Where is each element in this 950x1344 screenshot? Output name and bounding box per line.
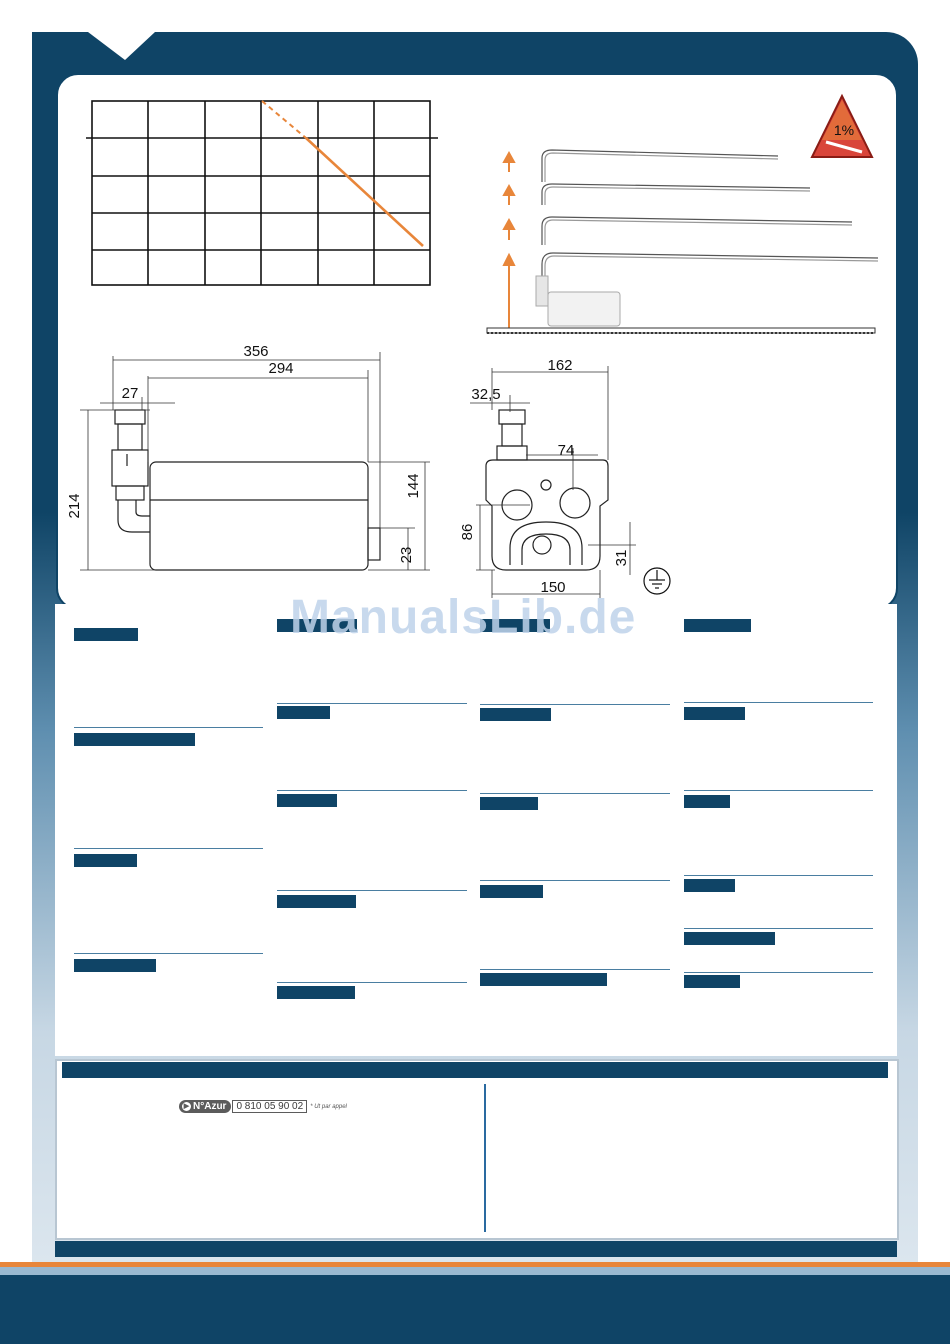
dim-356: 356	[243, 343, 269, 360]
section-tab	[684, 879, 735, 892]
dim-294: 294	[268, 360, 294, 377]
technical-drawings	[0, 0, 950, 610]
section-tab	[480, 797, 538, 810]
side-view-drawing	[112, 410, 380, 570]
azur-badge	[179, 1100, 231, 1113]
ground-symbol-icon	[644, 568, 670, 594]
section-separator	[480, 704, 670, 705]
section-separator	[480, 969, 670, 970]
section-separator	[74, 953, 263, 954]
dim-144: 144	[405, 473, 422, 499]
section-tab	[277, 706, 330, 719]
section-separator	[480, 880, 670, 881]
height-arrows	[504, 153, 514, 330]
section-tab	[74, 959, 156, 972]
section-separator	[684, 702, 873, 703]
section-tab	[74, 628, 138, 641]
contact-box	[55, 1059, 899, 1240]
section-tab	[684, 707, 745, 720]
pipe-illustration	[542, 150, 878, 290]
dim-27: 27	[121, 385, 139, 402]
slope-badge-label: 1%	[833, 122, 855, 138]
curve-dashed	[262, 101, 306, 138]
floor-line	[487, 328, 875, 333]
section-tab	[684, 932, 775, 945]
dim-74: 74	[557, 442, 575, 459]
section-tab	[74, 733, 195, 746]
dim-162: 162	[547, 357, 573, 374]
pump-unit-icon	[536, 276, 620, 326]
dim-150: 150	[540, 579, 566, 596]
phone-note: * Ut par appel	[310, 1103, 347, 1110]
section-tab	[74, 854, 137, 867]
azur-phone[interactable]	[179, 1100, 347, 1113]
section-separator	[74, 727, 263, 728]
section-separator	[684, 790, 873, 791]
section-separator	[277, 890, 467, 891]
play-icon: ▶	[183, 1103, 190, 1110]
section-separator	[277, 703, 467, 704]
section-separator	[684, 972, 873, 973]
section-separator	[277, 790, 467, 791]
footer-bar	[55, 1241, 897, 1257]
watermark: ManualsLib.de	[290, 591, 637, 644]
contact-divider	[484, 1084, 486, 1232]
dim-86: 86	[459, 523, 476, 541]
section-tab	[480, 708, 551, 721]
curve-solid	[306, 138, 423, 246]
content-panel	[55, 604, 897, 1056]
front-view-drawing	[486, 410, 608, 570]
dim-214: 214	[66, 493, 83, 519]
section-separator	[480, 793, 670, 794]
azur-label: N°Azur	[193, 1101, 227, 1112]
section-tab	[277, 986, 355, 999]
section-separator	[684, 875, 873, 876]
section-tab	[277, 794, 337, 807]
section-tab	[684, 795, 730, 808]
footer-light-strip	[0, 1267, 950, 1275]
dim-31: 31	[613, 549, 630, 567]
dim-23: 23	[398, 546, 415, 564]
section-tab	[480, 885, 543, 898]
section-tab	[480, 973, 607, 986]
section-tab	[684, 975, 740, 988]
section-separator	[684, 928, 873, 929]
footer-band	[0, 1267, 950, 1344]
performance-curve-chart	[86, 101, 438, 285]
phone-number: 0 810 05 90 02	[232, 1100, 307, 1113]
section-tab	[684, 619, 751, 632]
dim-32-5: 32,5	[471, 386, 501, 403]
section-tab	[277, 895, 356, 908]
section-separator	[277, 982, 467, 983]
section-separator	[74, 848, 263, 849]
contact-header-bar	[62, 1062, 888, 1078]
